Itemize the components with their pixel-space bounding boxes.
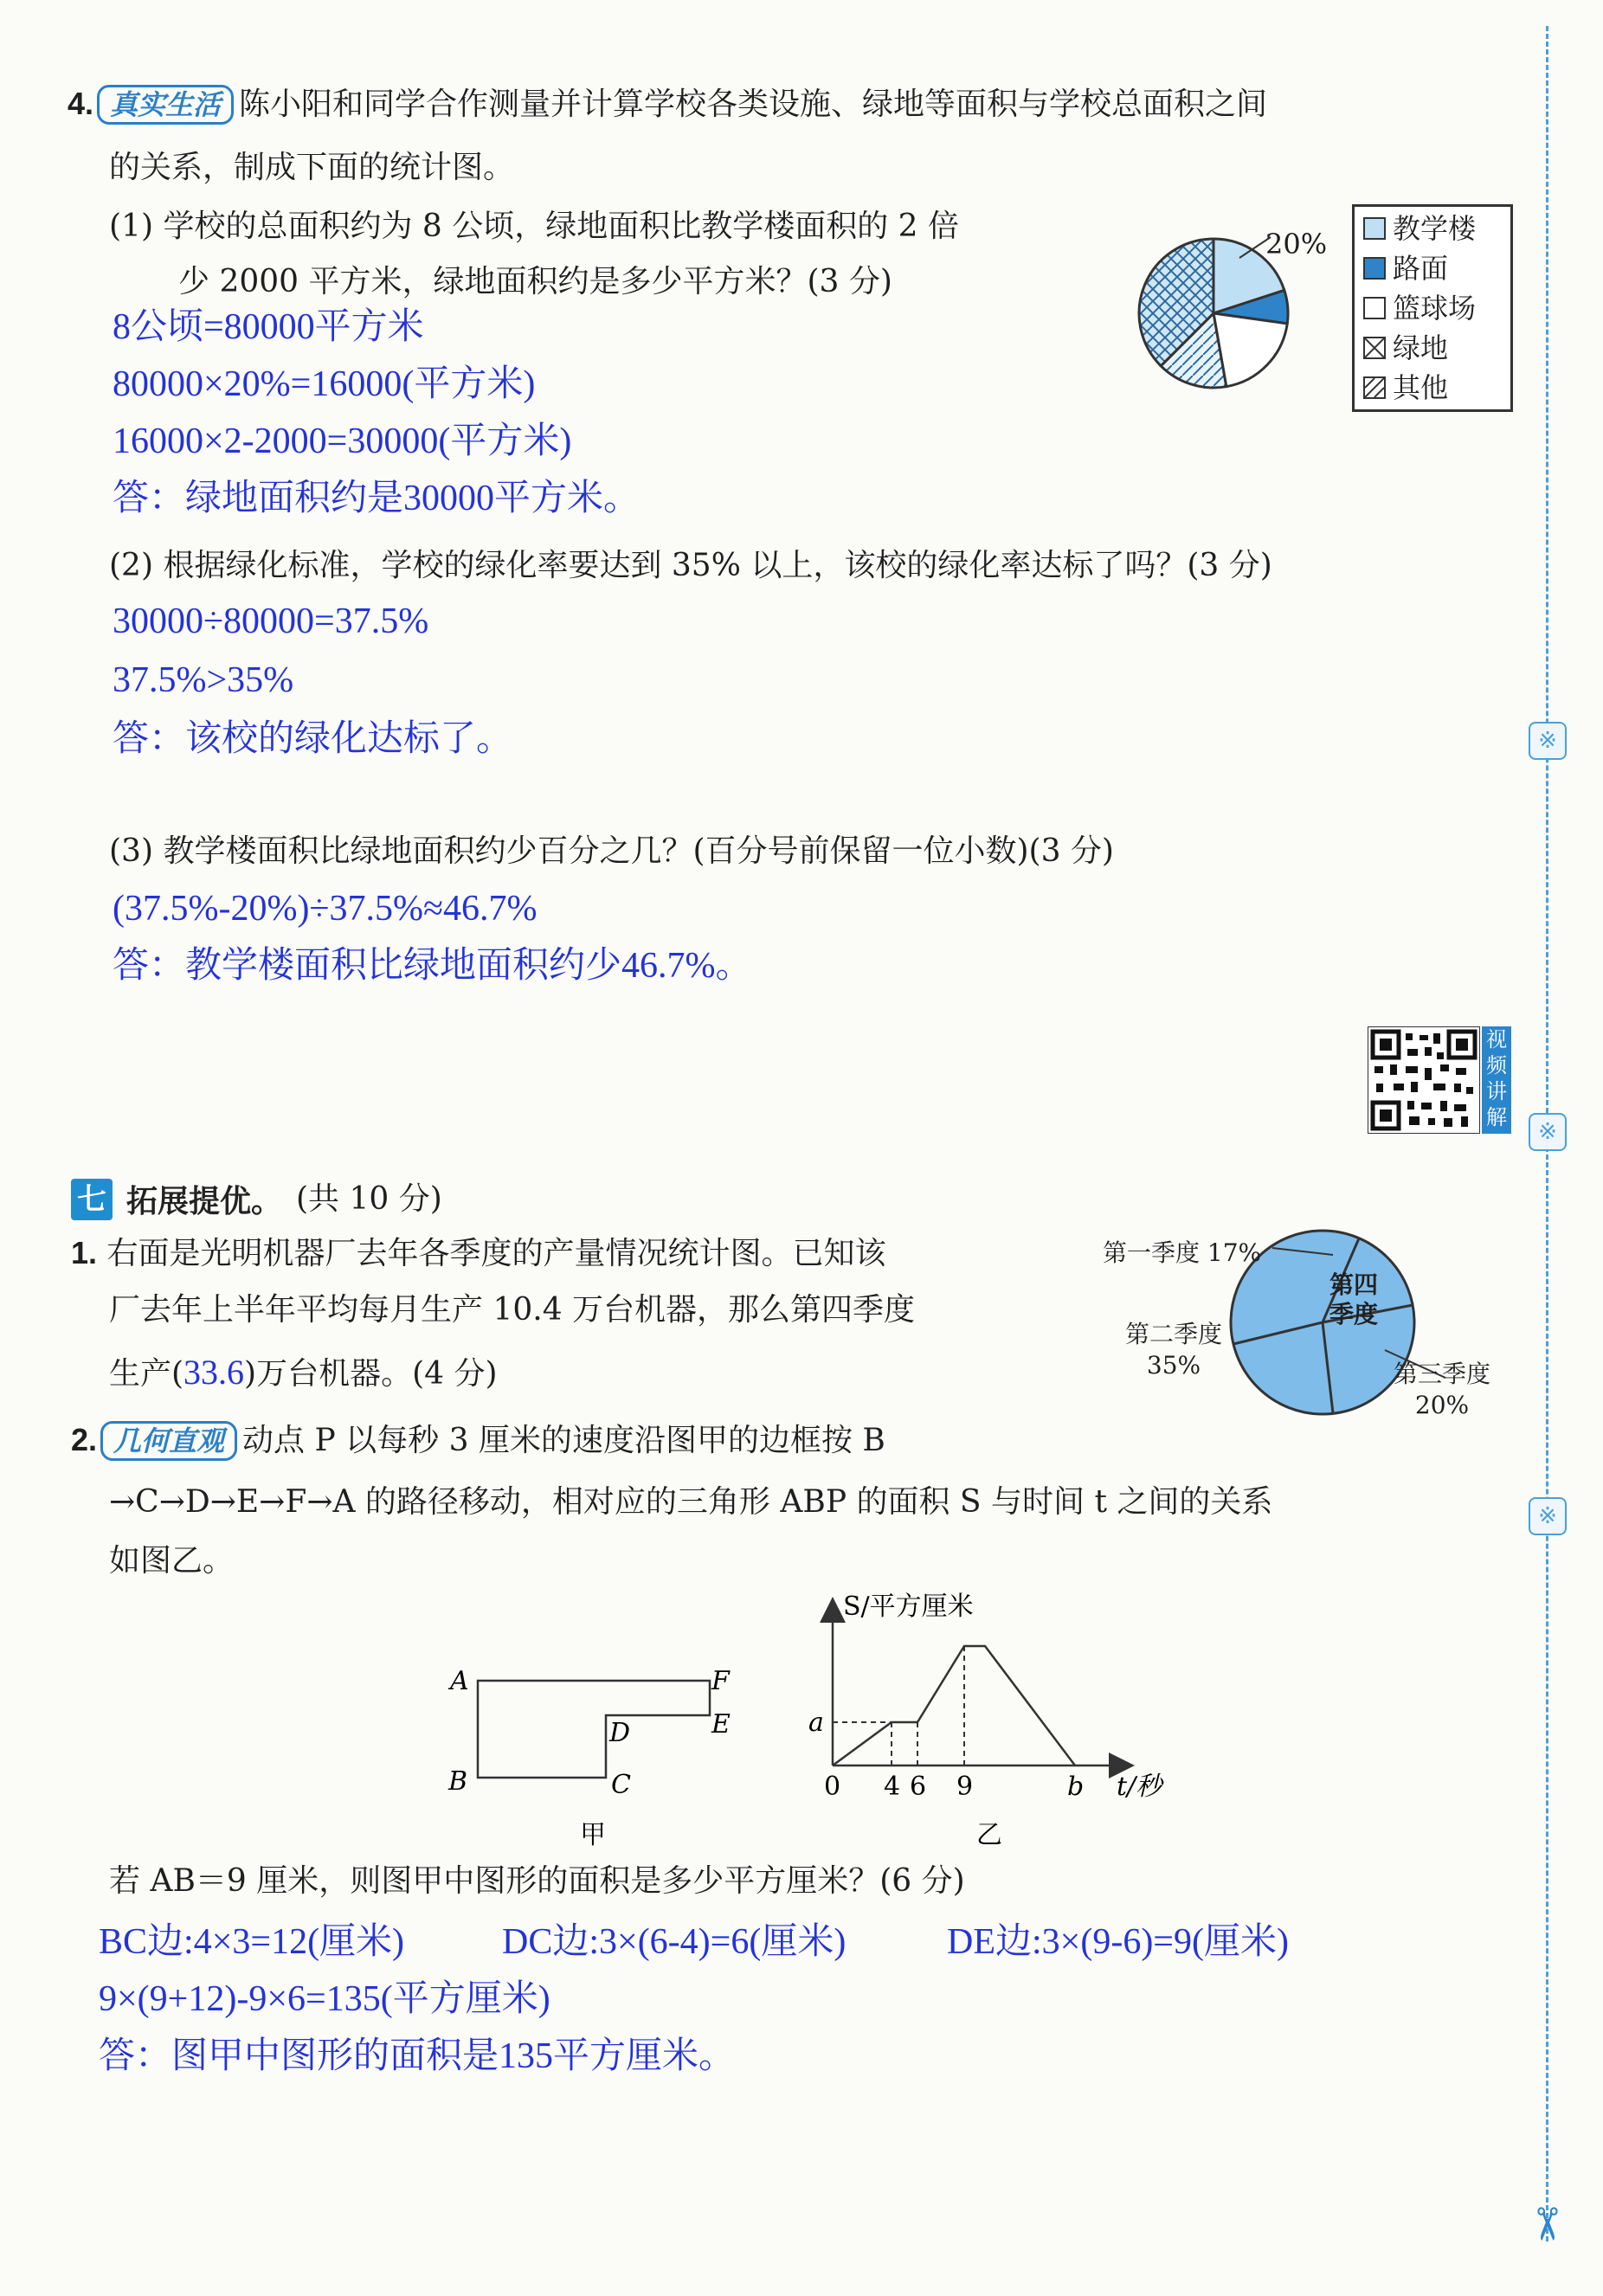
figure-yi bbox=[796, 1584, 1177, 1852]
legend-label: 教学楼 bbox=[1393, 212, 1477, 245]
fig-b-caption: 乙 bbox=[976, 1820, 1002, 1850]
pie-label-q4-line1: 第四 bbox=[1329, 1270, 1379, 1299]
pie-label-q3-line1: 第三季度 bbox=[1394, 1360, 1491, 1388]
fig-a-label-E: E bbox=[711, 1709, 731, 1740]
legend-swatch bbox=[1363, 297, 1386, 319]
pie-label-q4 bbox=[1329, 1270, 1378, 1329]
pie-label-q2-line2: 35% bbox=[1146, 1351, 1201, 1380]
legend-label: 篮球场 bbox=[1393, 292, 1477, 325]
fig-a-label-A: A bbox=[450, 1666, 469, 1696]
q4-pie-leader-line bbox=[1238, 235, 1272, 261]
q7-2-number: 2. bbox=[71, 1422, 98, 1457]
scissors-icon: ✂ bbox=[1519, 2205, 1572, 2243]
fig-b-tick-9: 9 bbox=[956, 1772, 974, 1802]
legend-swatch bbox=[1363, 337, 1386, 359]
q7-2-tag: 几何直观 bbox=[100, 1421, 237, 1461]
q4-tag: 真实生活 bbox=[97, 85, 234, 125]
fig-b-tick-6: 6 bbox=[910, 1772, 927, 1802]
q4-sub1-line2: 少 2000 平方米，绿地面积约是多少平方米？(3 分) bbox=[178, 264, 892, 299]
qr-label-char: 讲 bbox=[1486, 1079, 1507, 1103]
figure-jia bbox=[433, 1644, 753, 1852]
q7-2-ans-dc: DC边:3×(6-4)=6(厘米) bbox=[502, 1922, 847, 1962]
qr-label-char: 解 bbox=[1486, 1105, 1507, 1129]
q4-intro-line2: 的关系，制成下面的统计图。 bbox=[109, 150, 515, 185]
q7-1-line3 bbox=[109, 1350, 498, 1395]
q7-1-line2: 厂去年上半年平均每月生产 10.4 万台机器，那么第四季度 bbox=[109, 1292, 916, 1328]
fig-b-a-label: a bbox=[808, 1708, 824, 1738]
q4-ans1-line2: 80000×20%=16000(平方米) bbox=[113, 364, 536, 404]
q7-1-number: 1. bbox=[71, 1235, 98, 1270]
q4-ans1-line3: 16000×2-2000=30000(平方米) bbox=[113, 421, 572, 461]
q4-sub2: (2) 根据绿化标准，学校的绿化率要达到 35% 以上，该校的绿化率达标了吗？(3 分) bbox=[109, 548, 1272, 583]
q4-ans1-line4: 答：绿地面积约是30000平方米。 bbox=[113, 479, 641, 518]
margin-mark-icon: ※ bbox=[1529, 1497, 1567, 1535]
qr-label-char: 频 bbox=[1486, 1053, 1507, 1077]
fig-b-tick-b: b bbox=[1067, 1772, 1085, 1802]
fig-a-caption: 甲 bbox=[580, 1820, 606, 1850]
q7-1-line3-post: )万台机器。(4 分) bbox=[244, 1356, 498, 1392]
q4-legend bbox=[1352, 204, 1513, 412]
q4-ans3-line1: (37.5%-20%)÷37.5%≈46.7% bbox=[113, 889, 538, 929]
legend-label: 路面 bbox=[1393, 252, 1449, 285]
pie-label-q3-line2: 20% bbox=[1414, 1391, 1470, 1419]
legend-swatch bbox=[1363, 376, 1386, 399]
q7-1-line1 bbox=[71, 1232, 886, 1275]
section7-header bbox=[71, 1177, 442, 1221]
legend-swatch bbox=[1363, 217, 1386, 240]
s-t-graph-line bbox=[833, 1646, 1075, 1765]
q4-ans2-line2: 37.5%>35% bbox=[113, 660, 294, 700]
q7-2-line1 bbox=[71, 1419, 885, 1462]
fig-b-tick-0: 0 bbox=[824, 1772, 841, 1802]
q7-2-question: 若 AB＝9 厘米，则图甲中图形的面积是多少平方厘米？(6 分) bbox=[109, 1863, 965, 1899]
q7-1-line1-text: 右面是光明机器厂去年各季度的产量情况统计图。已知该 bbox=[106, 1236, 886, 1271]
margin-mark-icon: ※ bbox=[1529, 722, 1567, 760]
legend-item bbox=[1363, 248, 1502, 288]
qr-video-label[interactable] bbox=[1482, 1026, 1511, 1134]
qr-code[interactable] bbox=[1368, 1026, 1480, 1134]
fig-a-label-F: F bbox=[711, 1666, 730, 1696]
legend-label: 其他 bbox=[1393, 371, 1449, 404]
q4-pie-label: 20% bbox=[1265, 228, 1328, 260]
fig-b-tick-4: 4 bbox=[884, 1772, 901, 1802]
q4-sub3: (3) 教学楼面积比绿地面积约少百分之几？(百分号前保留一位小数)(3 分) bbox=[109, 833, 1114, 869]
q7-2-line1-text: 动点 P 以每秒 3 厘米的速度沿图甲的边框按 B bbox=[242, 1423, 885, 1458]
q7-2-ans-bc: BC边:4×3=12(厘米) bbox=[99, 1922, 405, 1962]
q4-ans2-line3: 答：该校的绿化达标了。 bbox=[113, 719, 513, 759]
section7-title: 拓展提优。 bbox=[126, 1184, 283, 1219]
q7-1-line3-pre: 生产( bbox=[109, 1356, 184, 1392]
fig-b-ylabel: S/平方厘米 bbox=[843, 1592, 974, 1622]
q7-2-ans-final: 答：图甲中图形的面积是135平方厘米。 bbox=[99, 2036, 736, 2076]
margin-mark-icon: ※ bbox=[1529, 1113, 1567, 1151]
q4-ans2-line1: 30000÷80000=37.5% bbox=[113, 601, 429, 641]
q7-2-line2: →C→D→E→F→A 的路径移动，相对应的三角形 ABP 的面积 S 与时间 t 之间的关系 bbox=[109, 1484, 1273, 1520]
q7-1-answer: 33.6 bbox=[183, 1353, 245, 1392]
q4-intro-text: 陈小阳和同学合作测量并计算学校各类设施、绿地等面积与学校总面积之间 bbox=[239, 87, 1268, 122]
q7-2-ans-de: DE边:3×(9-6)=9(厘米) bbox=[947, 1922, 1289, 1962]
section7-badge: 七 bbox=[71, 1179, 113, 1220]
q7-2-line3: 如图乙。 bbox=[109, 1543, 235, 1579]
q4-sub1-line1: (1) 学校的总面积约为 8 公顷，绿地面积比教学楼面积的 2 倍 bbox=[109, 209, 960, 244]
legend-item bbox=[1363, 368, 1502, 408]
legend-item bbox=[1363, 288, 1502, 328]
qr-label-char: 视 bbox=[1486, 1027, 1507, 1052]
legend-label: 绿地 bbox=[1393, 331, 1449, 364]
pie-label-q2 bbox=[1125, 1319, 1222, 1381]
q4-ans3-line2: 答：教学楼面积比绿地面积约少46.7%。 bbox=[113, 946, 752, 986]
q7-2-ans-area: 9×(9+12)-9×6=135(平方厘米) bbox=[99, 1979, 550, 2019]
legend-item bbox=[1363, 209, 1502, 248]
fig-b-xlabel: t/秒 bbox=[1117, 1772, 1162, 1802]
q4-intro-line1 bbox=[68, 83, 1267, 125]
pie-label-q4-line2: 季度 bbox=[1329, 1300, 1379, 1328]
pie-label-q3 bbox=[1394, 1359, 1490, 1421]
q4-number: 4. bbox=[68, 86, 94, 121]
fig-a-label-C: C bbox=[611, 1770, 631, 1800]
q4-ans1-line1: 8公顷=80000平方米 bbox=[113, 307, 424, 347]
fig-a-label-D: D bbox=[609, 1718, 631, 1748]
pie-label-q2-line1: 第二季度 bbox=[1125, 1320, 1223, 1348]
pie-label-q1: 第一季度 17% bbox=[1103, 1238, 1262, 1267]
section7-score: (共 10 分) bbox=[296, 1180, 442, 1217]
fig-a-label-B: B bbox=[448, 1766, 468, 1797]
legend-swatch bbox=[1363, 257, 1386, 280]
legend-item bbox=[1363, 328, 1502, 368]
